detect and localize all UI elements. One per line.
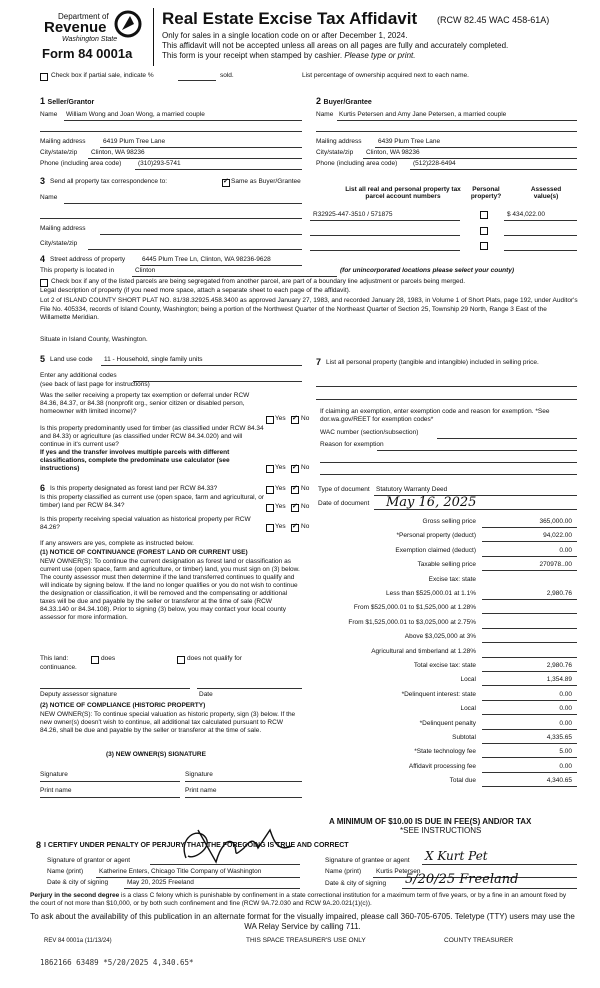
section3-city-label: City/state/zip: [40, 240, 78, 247]
seller-heading: Seller/Grantor: [47, 99, 95, 106]
tax-row-line: [482, 729, 577, 730]
tax-row-label: Gross selling price: [422, 518, 476, 525]
q2-yes-label: Yes: [275, 464, 286, 471]
tax-row-value[interactable]: 4,335.65: [546, 734, 572, 741]
tax-row-label: Total excise tax: state: [413, 662, 476, 669]
tax-row-line: [482, 657, 577, 658]
section7-num: 7: [316, 357, 322, 367]
tax-row-value[interactable]: 270978..00: [539, 561, 572, 569]
tax-row-line: [482, 556, 577, 557]
q6a-yes-checkbox[interactable]: [266, 486, 274, 494]
tax-row-line: [482, 570, 577, 571]
tax-row-label: Local: [460, 676, 476, 684]
perjury-notice: [30, 892, 575, 908]
buyer-mail[interactable]: 6439 Plum Tree Lane: [378, 138, 441, 145]
located-label: This property is located in: [40, 267, 115, 274]
tax-row-value[interactable]: 1,354.89: [546, 676, 572, 684]
tax-row-label: Subtotal: [452, 734, 476, 741]
assessed-value[interactable]: $ 434,022.00: [507, 211, 545, 218]
dept-line2: Revenue: [44, 19, 107, 36]
header-divider: [153, 8, 154, 66]
buyer-name[interactable]: Kurtis Petersen and Amy Jane Petersen, a married couple: [339, 111, 507, 118]
q6a-no-checkbox[interactable]: [291, 486, 299, 494]
tax-row-label: *Delinquent interest: state: [401, 690, 476, 698]
does-checkbox[interactable]: [91, 656, 99, 664]
parcel-col3a: Assessed: [530, 186, 562, 193]
personal-property-checkbox-2[interactable]: [480, 227, 488, 235]
notice1-text: NEW OWNER(S): To continue the current designation as forest land or classification as current use (open space, farm and agriculture, or timber) land, you must sign on (3) below. The county assessor must then determine if the land transferred continues to qualify and will indicate by signing below. If the land no longer qualifies or you do not wish to continue the designation or classification, it will be removed and the compensating or additional taxes will be due and payable by the seller or transferor at the time of sale (RCW 84.33.140 or 84.34.108). Prior to signing (3) below, you may contact your local county assessor for more information.: [40, 558, 300, 621]
header-note3: This form is your receipt when stamped by cashier.: [162, 51, 343, 60]
tax-row-line: [482, 786, 577, 787]
tax-row-label: *Personal property (deduct): [396, 532, 476, 540]
form-rcw: (RCW 82.45 WAC 458-61A): [437, 15, 550, 25]
personal-property-checkbox-3[interactable]: [480, 242, 488, 250]
ownership-note: List percentage of ownership acquired next to each name.: [302, 72, 469, 79]
grantee-sig-label: Signature of grantee or agent: [325, 857, 410, 864]
q2-yes-checkbox[interactable]: [266, 465, 274, 473]
doc-type-value[interactable]: Statutory Warranty Deed: [376, 486, 448, 493]
exemption-claim-label: If claiming an exemption, enter exemption code and reason for exemption. *See dor.wa.gov/REET for exemption codes*: [320, 408, 550, 423]
q6c-no-checkbox[interactable]: [291, 524, 299, 532]
partial-pct-field[interactable]: [178, 80, 216, 81]
deputy-date-label: Date: [199, 691, 213, 698]
tax-row-line: [482, 599, 577, 600]
tax-row-value[interactable]: 0.00: [559, 719, 572, 727]
q6b-yes-checkbox[interactable]: [266, 504, 274, 512]
dept-line3: Washington State: [62, 36, 118, 43]
tax-row-value[interactable]: 0.00: [559, 762, 572, 770]
historic-question: Is this property receiving special valuation as historical property per RCW 84.26?: [40, 516, 251, 531]
header-note2: This affidavit will not be accepted unless all areas on all pages are fully and accurately completed.: [162, 41, 509, 50]
reason-label: Reason for exemption: [320, 441, 384, 448]
tax-row-line: [482, 541, 577, 542]
seller-phone-label: Phone (including area code): [40, 160, 122, 167]
buyer-heading: Buyer/Grantee: [323, 99, 372, 106]
q2-no-checkbox[interactable]: [291, 465, 299, 473]
tax-row-label: Taxable selling price: [417, 561, 476, 569]
rev-label: REV 84 0001a (11/13/24): [44, 938, 112, 944]
section5-num: 5: [40, 354, 46, 364]
tax-row-label: Above $3,025,000 at 3%: [404, 633, 476, 641]
minimum-fee-note: A MINIMUM OF $10.00 IS DUE IN FEE(S) AND/OR TAX: [329, 817, 532, 826]
owner-print1-label: Print name: [40, 787, 72, 794]
tax-row-value[interactable]: 2,980.76: [546, 662, 572, 669]
grantee-name[interactable]: Kurtis Petersen: [376, 868, 421, 875]
tax-row-value[interactable]: 0.00: [559, 705, 572, 713]
tax-row-label: *State technology fee: [414, 748, 476, 756]
tax-row-label: Excise tax: state: [428, 575, 476, 583]
county-treasurer-label: COUNTY TREASURER: [444, 937, 514, 944]
tax-row-line: [482, 671, 577, 672]
does-not-checkbox[interactable]: [177, 656, 185, 664]
parcel-col3b: value(s): [533, 193, 559, 200]
tax-row-value[interactable]: 0.00: [559, 690, 572, 698]
doc-type-label: Type of document: [318, 486, 370, 493]
buyer-mail-label: Mailing address: [316, 138, 362, 145]
parcel-col1a: List all real and personal property tax: [345, 186, 461, 193]
header-note1: Only for sales in a single location code on or after December 1, 2024.: [162, 31, 408, 40]
tax-row-label: Less than $525,000.01 at 1.1%: [386, 590, 476, 597]
notice1-title: (1) NOTICE OF CONTINUANCE (FOREST LAND OR CURRENT USE): [40, 549, 248, 556]
personal-property-label: List all personal property (tangible and intangible) included in selling price.: [326, 359, 539, 366]
partial-sale-checkbox[interactable]: [40, 73, 48, 81]
parcel-col2a: Personal: [472, 186, 500, 193]
seller-mail-label: Mailing address: [40, 138, 86, 145]
owner-print2-label: Print name: [185, 787, 217, 794]
section3-num: 3: [40, 176, 46, 186]
seller-city[interactable]: Clinton, WA 98236: [91, 149, 145, 156]
seller-phone[interactable]: (310)293-5741: [138, 160, 181, 167]
q6a-no-label: No: [301, 485, 310, 492]
see-instructions: *SEE INSTRUCTIONS: [400, 826, 482, 835]
deputy-sig-label: Deputy assessor signature: [40, 691, 117, 698]
section3-mail-label: Mailing address: [40, 225, 86, 232]
section4-label: Street address of property: [50, 256, 126, 263]
grantor-name[interactable]: Katherine Enters, Chicago Title Company of Washington: [99, 868, 262, 875]
tax-row-label: Affidavit processing fee: [408, 762, 476, 770]
tax-row-line: [482, 714, 577, 715]
form-title: Real Estate Excise Tax Affidavit: [162, 9, 418, 28]
grantor-date-city[interactable]: May 20, 2025 Freeland: [127, 879, 194, 886]
forest-question: Is this property designated as forest land per RCW 84.33?: [50, 485, 218, 492]
tax-row-value[interactable]: 4,340.65: [546, 777, 572, 785]
q6c-yes-label: Yes: [275, 523, 286, 530]
seller-num: 1: [40, 96, 46, 106]
continuance-label: continuance.: [40, 664, 77, 671]
if-yes-note: If any answers are yes, complete as instructed below.: [40, 540, 194, 547]
seller-mail[interactable]: 6419 Plum Tree Lane: [103, 138, 166, 145]
doc-date-value[interactable]: May 16, 2025: [386, 495, 477, 510]
seller-name-label: Name: [40, 111, 58, 118]
tax-row-label: Exemption claimed (deduct): [395, 546, 476, 554]
q1-yes-label: Yes: [275, 415, 286, 422]
grantee-date-city[interactable]: 5/20/25 Freeland: [405, 872, 519, 887]
q6a-yes-label: Yes: [275, 485, 286, 492]
tax-row-label: Local: [460, 705, 476, 713]
buyer-name-label: Name: [316, 111, 334, 118]
partial-sold-label: sold.: [220, 72, 234, 79]
section8-num: 8: [36, 840, 42, 850]
q2-no-label: No: [301, 464, 310, 471]
form-number: Form 84 0001a: [42, 46, 133, 61]
tax-row-line: [482, 642, 577, 643]
situate-text: Situate in Island County, Washington.: [40, 336, 148, 343]
tax-row-line: [482, 628, 577, 629]
wac-label: WAC number (section/subsection): [320, 429, 419, 436]
q6c-no-label: No: [301, 523, 310, 530]
perjury-bold: Perjury in the second degree: [30, 892, 120, 899]
section3-label: Send all property tax correspondence to:: [50, 178, 168, 185]
seller-city-label: City/state/zip: [40, 149, 78, 156]
does-label: does: [101, 655, 116, 662]
q1-yes-checkbox[interactable]: [266, 416, 274, 424]
buyer-phone-label: Phone (including area code): [316, 160, 398, 167]
segregated-text: Check box if any of the listed parcels are being segregated from another parcel, are part of a boundary line adjustment or parcels being merged.: [51, 278, 466, 285]
land-use-label: Land use code: [50, 356, 93, 363]
buyer-city[interactable]: Clinton, WA 98236: [366, 149, 420, 156]
notice2-title: (2) NOTICE OF COMPLIANCE (HISTORIC PROPERTY): [40, 702, 206, 709]
does-not-label: does not qualify for: [187, 655, 242, 662]
tax-row-line: [482, 700, 577, 701]
additional-codes-note: (see back of last page for instructions): [40, 381, 150, 388]
tax-row-line: [482, 772, 577, 773]
notice2-text: NEW OWNER(S): To continue special valuation as historic property, sign (3) below. If the new owner(s) doesn't wish to continue, all additional tax calculated pursuant to RCW 84.26, shall be due and payable by the seller or transferor at the time of sale.: [40, 711, 296, 734]
located-note: (for unincorporated locations please select your county): [340, 267, 515, 274]
owner-sig2-label: Signature: [185, 771, 213, 778]
legal-description[interactable]: Lot 2 of ISLAND COUNTY SHORT PLAT NO. 81/38.32925.458.3400 as approved January 27, 1983, and recorded January 28, 1983, in Volume 1 of Short Plats, page 192, under Auditor's File No. 405334, records of Island County, Washington; being a portion of the Northwest Quarter of the Northeast Quarter of Section 25, Township 29 North, Range 3 East of the Willamette Meridian.: [40, 297, 578, 321]
tax-row-label: Agricultural and timberland at 1.28%: [371, 647, 476, 655]
buyer-num: 2: [316, 96, 322, 106]
same-as-buyer-label: Same as Buyer/Grantee: [231, 178, 301, 185]
seller-name[interactable]: William Wong and Joan Wong, a married couple: [66, 111, 205, 118]
property-address[interactable]: 6445 Plum Tree Ln, Clinton, WA 98236-9628: [142, 256, 271, 263]
same-as-buyer-checkbox[interactable]: [222, 179, 230, 187]
tax-row-line: [482, 757, 577, 758]
alt-format-note: To ask about the availability of this publication in an alternate format for the visually impaired, please call 360-705-6705. Teletype (TTY) users may use the WA Relay Service by calling 711.: [30, 912, 575, 931]
q1-no-label: No: [301, 415, 310, 422]
tax-row-label: From $1,525,000.01 to $3,025,000 at 2.75%: [348, 618, 476, 626]
dor-logo-icon: [113, 10, 143, 38]
tax-row-label: *Delinquent penalty: [419, 719, 476, 727]
header-note3b: Please type or print.: [344, 51, 416, 60]
certify-statement: I CERTIFY UNDER PENALTY OF PERJURY THAT THE FOREGOING IS TRUE AND CORRECT: [44, 842, 349, 849]
tax-row-line: [482, 527, 577, 528]
treasurer-stamp: 1862166 63489 *5/20/2025 4,340.65*: [40, 958, 194, 967]
personal-property-checkbox-1[interactable]: [480, 211, 488, 219]
q6b-no-label: No: [301, 503, 310, 510]
parcel-col1b: parcel account numbers: [365, 193, 441, 200]
grantee-signature[interactable]: X Kurt Pet: [425, 849, 488, 863]
owner-sig1-label: Signature: [40, 771, 68, 778]
grantor-sig-label: Signature of grantor or agent: [47, 857, 131, 864]
dept-line1: Department of: [58, 12, 109, 21]
q6b-no-checkbox[interactable]: [291, 504, 299, 512]
grantor-name-label: Name (print): [47, 868, 84, 875]
section3-name-label: Name: [40, 194, 58, 201]
doc-date-label: Date of document: [318, 500, 370, 507]
partial-sale-label: Check box if partial sale, indicate %: [51, 72, 154, 79]
this-land-label: This land:: [40, 655, 69, 662]
timber-question: Is this property predominantly used for timber (as classified under RCW 84.34 and 84.33) or agriculture (as classified under RCW 84.34.020) and will continue in it's current use?: [40, 425, 264, 448]
parcel-number[interactable]: R32925-447-3510 / 571875: [313, 211, 393, 218]
section6-num: 6: [40, 483, 46, 493]
q1-no-checkbox[interactable]: [291, 416, 299, 424]
timber-question-b: If yes and the transfer involves multiple parcels with different classifications, complete the predominate use calculator (see instructions): [40, 449, 230, 472]
grantee-date-label: Date & city of signing: [325, 880, 387, 887]
legal-label: Legal description of property (if you need more space, attach a separate sheet to each page of the affidavit).: [40, 287, 351, 294]
perjury-text: is a class C felony which is punishable by confinement in a state correctional institution for a maximum term of five years, or by a fine in an amount fixed by the court of not more than $10,000, or by both such confinement and fine (RCW 9A.72.030 and RCW 9A.20.021(1)(c)).: [30, 892, 567, 907]
buyer-phone[interactable]: (512)228-6494: [413, 160, 456, 167]
additional-codes-label: Enter any additional codes: [40, 372, 117, 379]
tax-row-value[interactable]: 94,022.00: [543, 532, 572, 540]
current-use-question: Is this property classified as current use (open space, farm and agricultural, or timber) land per RCW 84.34?: [40, 494, 264, 509]
tax-row-value[interactable]: 365,000.00: [539, 518, 572, 525]
tax-row-value[interactable]: 0.00: [559, 546, 572, 554]
q6c-yes-checkbox[interactable]: [266, 524, 274, 532]
section4-num: 4: [40, 254, 46, 264]
segregated-checkbox[interactable]: [40, 279, 48, 287]
land-use-value[interactable]: 11 - Household, single family units: [104, 356, 203, 363]
tax-row-value[interactable]: 2,980.76: [546, 590, 572, 597]
parcel-col2b: property?: [470, 193, 502, 200]
q6b-yes-label: Yes: [275, 503, 286, 510]
located-value[interactable]: Clinton: [135, 267, 156, 274]
new-owner-sig-title: (3) NEW OWNER(S) SIGNATURE: [106, 751, 206, 758]
tax-row-line: [482, 743, 577, 744]
tax-row-line: [482, 685, 577, 686]
grantor-signature[interactable]: [158, 818, 308, 866]
grantee-name-label: Name (print): [325, 868, 362, 875]
tax-row-value[interactable]: 5.00: [559, 748, 572, 756]
exemption-question: Was the seller receiving a property tax exemption or deferral under RCW 84.36, 84.37, or 84.38 (nonprofit org., senior citizen or disabled person, homeowner with limited income)?: [40, 392, 250, 415]
buyer-city-label: City/state/zip: [316, 149, 354, 156]
treasurer-use-label: THIS SPACE TREASURER'S USE ONLY: [246, 937, 366, 944]
tax-row-label: Total due: [449, 777, 476, 785]
grantor-date-label: Date & city of signing: [47, 879, 109, 886]
tax-row-label: From $525,000.01 to $1,525,000 at 1.28%: [353, 604, 476, 612]
tax-row-line: [482, 613, 577, 614]
